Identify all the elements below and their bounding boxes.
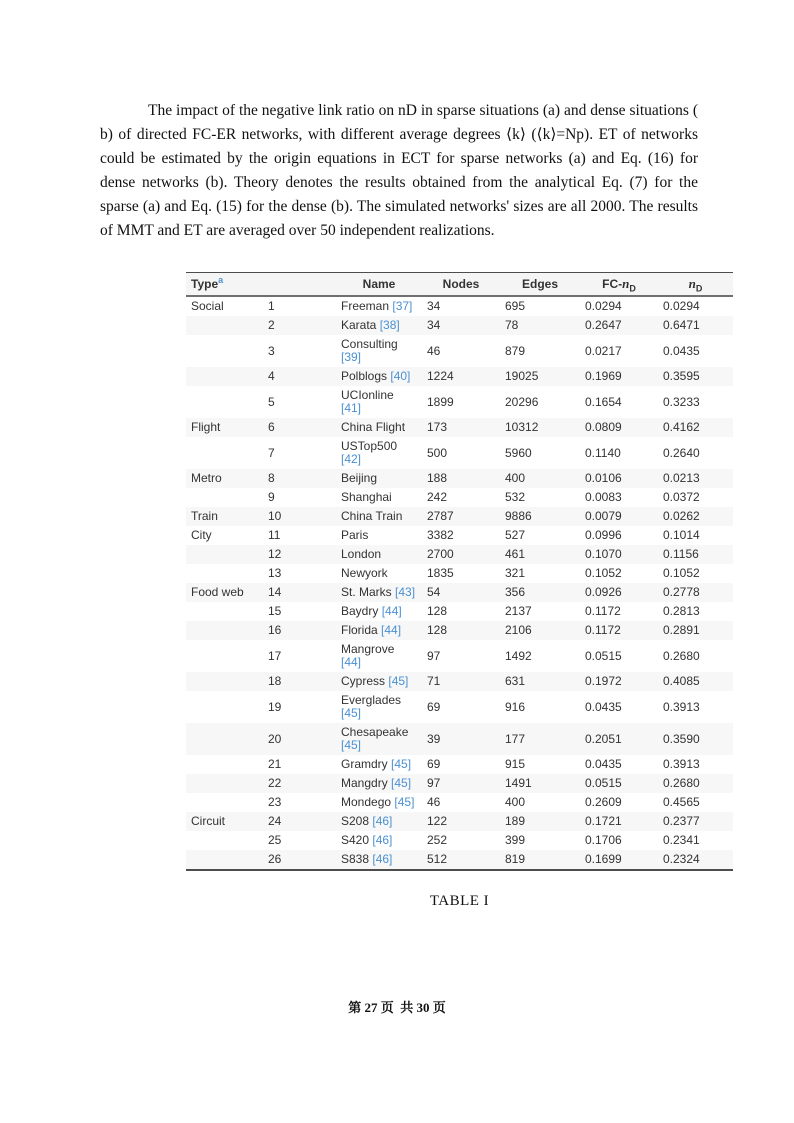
cell-edges: 1492 <box>505 648 532 663</box>
math-n: n <box>688 276 696 291</box>
cell-nodes: 69 <box>427 757 441 771</box>
network-name: Mondego <box>341 795 392 809</box>
cell-index: 21 <box>268 757 282 771</box>
cell-nodes: 39 <box>422 723 500 755</box>
citation-link[interactable]: [40] <box>390 369 411 383</box>
cell-name <box>336 793 422 812</box>
table-row <box>186 812 733 831</box>
cell-index: 5 <box>268 394 275 409</box>
cell-nd: 0.4565 <box>663 795 700 809</box>
cell-type <box>186 774 263 793</box>
network-name: London <box>341 547 382 561</box>
cell-type <box>186 602 263 621</box>
cell-edges: 532 <box>505 490 526 504</box>
cell-edges: 399 <box>505 833 526 847</box>
col-header-edges: Edges <box>500 273 580 297</box>
network-name: S420 <box>341 833 370 847</box>
footnote-marker-a[interactable]: a <box>218 275 224 285</box>
table-row <box>186 437 733 469</box>
cell-index: 7 <box>268 445 275 460</box>
cell-edges: 1491 <box>500 774 580 793</box>
cell-nodes: 97 <box>422 774 500 793</box>
cell-fc-nd: 0.0926 <box>580 583 658 602</box>
table-row <box>186 583 733 602</box>
cell-nd: 0.0213 <box>658 469 733 488</box>
network-name: China Flight <box>341 420 406 434</box>
citation-link[interactable]: [43] <box>395 585 416 599</box>
cell-nd: 0.2778 <box>658 583 733 602</box>
citation-link[interactable]: [37] <box>392 299 413 313</box>
cell-name <box>336 296 422 316</box>
cell-edges: 19025 <box>500 367 580 386</box>
citation-link[interactable]: [46] <box>372 833 393 847</box>
page-footer: 第 27 页 共 30 页 <box>348 1000 446 1015</box>
network-name: Polblogs <box>341 369 388 383</box>
cell-name <box>336 640 422 672</box>
cell-nodes: 512 <box>422 850 500 870</box>
cell-edges: 5960 <box>505 445 532 460</box>
cell-index: 19 <box>268 699 282 714</box>
cell-fc-nd: 0.2609 <box>585 795 622 809</box>
network-name: Karata <box>341 318 377 332</box>
cell-index: 13 <box>268 566 282 580</box>
cell-type <box>186 640 263 672</box>
cell-nodes: 173 <box>422 418 500 437</box>
cell-nd: 0.0294 <box>663 299 700 313</box>
cell-nodes: 54 <box>422 583 500 602</box>
cell-fc-nd: 0.0217 <box>585 343 622 358</box>
cell-nd: 0.1052 <box>663 566 700 580</box>
cell-index: 12 <box>263 545 336 564</box>
cell-nd: 0.4085 <box>658 672 733 691</box>
table-row <box>186 793 733 812</box>
table-row <box>186 691 733 723</box>
cell-fc-nd: 0.1070 <box>580 545 658 564</box>
citation-link[interactable]: [45] <box>341 738 362 752</box>
col-header-nd <box>658 273 733 297</box>
network-name: USTop500 <box>341 439 398 453</box>
cell-index: 10 <box>263 507 336 526</box>
cell-nodes: 242 <box>427 490 448 504</box>
cell-nodes: 500 <box>427 445 448 460</box>
citation-link[interactable]: [44] <box>381 623 402 637</box>
citation-link[interactable]: [42] <box>341 452 362 466</box>
cell-type: Flight <box>186 418 263 437</box>
network-name: S838 <box>341 852 370 866</box>
table-row <box>186 335 733 367</box>
sub-d: D <box>629 283 636 294</box>
cell-name <box>336 488 422 507</box>
cell-index: 17 <box>268 648 282 663</box>
cell-edges: 177 <box>500 723 580 755</box>
network-name: UCIonline <box>341 388 394 402</box>
cell-name <box>336 564 422 583</box>
citation-link[interactable]: [44] <box>381 604 402 618</box>
cell-name <box>336 602 422 621</box>
table-row <box>186 672 733 691</box>
cell-edges: 461 <box>500 545 580 564</box>
cell-fc-nd: 0.0079 <box>580 507 658 526</box>
cell-type <box>186 488 263 507</box>
cell-edges: 695 <box>505 299 526 313</box>
networks-table-wrap <box>186 272 733 871</box>
cell-fc-nd: 0.1706 <box>585 833 622 847</box>
cell-nodes: 128 <box>427 604 448 618</box>
cell-index: 24 <box>263 812 336 831</box>
sub-d: D <box>695 283 703 294</box>
cell-fc-nd: 0.1052 <box>585 566 622 580</box>
cell-nd: 0.3913 <box>663 757 700 771</box>
cell-nd: 0.2324 <box>658 850 733 870</box>
cell-type <box>186 850 263 870</box>
citation-link[interactable]: [45] <box>341 706 362 720</box>
cell-index: 15 <box>268 604 282 618</box>
cell-edges: 189 <box>500 812 580 831</box>
table-row <box>186 367 733 386</box>
cell-type: City <box>191 528 212 542</box>
cell-index: 1 <box>268 299 275 313</box>
cell-index: 2 <box>263 316 336 335</box>
cell-fc-nd: 0.1140 <box>585 445 621 460</box>
cell-fc-nd: 0.0809 <box>580 418 658 437</box>
cell-type <box>186 545 263 564</box>
network-name: Shanghai <box>341 490 392 504</box>
network-name: China Train <box>341 509 403 523</box>
cell-nodes: 3382 <box>427 528 454 542</box>
cell-name <box>336 386 422 418</box>
cell-type <box>186 621 263 640</box>
cell-fc-nd: 0.1654 <box>585 394 622 409</box>
cell-nodes: 46 <box>427 343 441 358</box>
networks-table <box>186 272 733 871</box>
citation-link[interactable]: [44] <box>341 655 362 669</box>
citation-link[interactable]: [46] <box>372 814 393 828</box>
table-row <box>186 488 733 507</box>
cell-nd: 0.4162 <box>658 418 733 437</box>
cell-nd: 0.2680 <box>663 648 700 663</box>
cell-fc-nd: 0.0435 <box>585 699 622 714</box>
citation-link[interactable]: [45] <box>388 674 409 688</box>
cell-name <box>336 672 422 691</box>
cell-type <box>186 691 263 723</box>
cell-name <box>336 335 422 367</box>
network-name: Beijing <box>341 471 378 485</box>
cell-edges: 915 <box>505 757 526 771</box>
cell-index: 18 <box>263 672 336 691</box>
cell-index: 4 <box>263 367 336 386</box>
citation-link[interactable]: [41] <box>341 401 362 415</box>
network-name: Cypress <box>341 674 386 688</box>
cell-fc-nd: 0.2051 <box>580 723 658 755</box>
cell-edges: 819 <box>500 850 580 870</box>
cell-index: 3 <box>268 343 275 358</box>
cell-edges: 631 <box>500 672 580 691</box>
cell-name <box>336 691 422 723</box>
cell-fc-nd: 0.0996 <box>585 528 622 542</box>
cell-type <box>186 316 263 335</box>
cell-nd: 0.3233 <box>663 394 700 409</box>
cell-fc-nd: 0.1721 <box>580 812 658 831</box>
cell-fc-nd: 0.1972 <box>580 672 658 691</box>
cell-edges: 356 <box>500 583 580 602</box>
cell-nd: 0.2813 <box>663 604 700 618</box>
table-row <box>186 418 733 437</box>
cell-edges: 2137 <box>505 604 532 618</box>
cell-type <box>186 437 263 469</box>
cell-nd: 0.0435 <box>663 343 700 358</box>
cell-nd: 0.1156 <box>658 545 733 564</box>
cell-type: Metro <box>186 469 263 488</box>
table-row <box>186 850 733 870</box>
cell-nd: 0.2640 <box>663 445 700 460</box>
table-caption: TABLE I <box>429 893 490 909</box>
cell-index: 25 <box>268 833 282 847</box>
cell-nodes: 34 <box>427 299 441 313</box>
cell-fc-nd: 0.1172 <box>585 604 621 618</box>
cell-nd: 0.0372 <box>663 490 700 504</box>
cell-name <box>336 621 422 640</box>
table-row <box>186 831 733 850</box>
cell-index: 9 <box>268 490 275 504</box>
col-header-index <box>263 273 336 297</box>
cell-edges: 78 <box>500 316 580 335</box>
network-name: Chesapeake <box>341 725 409 739</box>
cell-name <box>336 526 422 545</box>
col-header-type-label: Type <box>191 277 219 291</box>
cell-name <box>336 507 422 526</box>
table-row <box>186 526 733 545</box>
cell-fc-nd: 0.1172 <box>580 621 658 640</box>
cell-edges: 10312 <box>500 418 580 437</box>
network-name: St. Marks <box>341 585 392 599</box>
cell-nodes: 128 <box>422 621 500 640</box>
cell-type <box>186 723 263 755</box>
math-n: n <box>622 276 630 291</box>
citation-link[interactable]: [38] <box>379 318 400 332</box>
network-name: Consulting <box>341 337 398 351</box>
cell-nd: 0.2341 <box>663 833 700 847</box>
cell-name <box>336 755 422 774</box>
cell-edges: 400 <box>500 469 580 488</box>
cell-name <box>336 850 422 870</box>
cell-nodes: 69 <box>427 699 441 714</box>
cell-type: Food web <box>186 583 263 602</box>
network-name: Mangdry <box>341 776 388 790</box>
cell-nd: 0.2891 <box>658 621 733 640</box>
cell-fc-nd: 0.2647 <box>580 316 658 335</box>
cell-edges: 9886 <box>500 507 580 526</box>
cell-nodes: 188 <box>422 469 500 488</box>
cell-nd: 0.1014 <box>663 528 700 542</box>
cell-nodes: 71 <box>422 672 500 691</box>
cell-nd: 0.2377 <box>658 812 733 831</box>
cell-fc-nd: 0.1969 <box>580 367 658 386</box>
table-row <box>186 507 733 526</box>
cell-name <box>336 545 422 564</box>
cell-name <box>336 583 422 602</box>
table-row <box>186 564 733 583</box>
cell-edges: 20296 <box>505 394 539 409</box>
cell-nd: 0.3595 <box>658 367 733 386</box>
cell-type <box>186 367 263 386</box>
cell-index: 14 <box>263 583 336 602</box>
cell-nd: 0.3913 <box>663 699 700 714</box>
fc-prefix: FC- <box>602 277 623 291</box>
cell-nd: 0.2680 <box>658 774 733 793</box>
table-row <box>186 469 733 488</box>
cell-type <box>186 386 263 418</box>
cell-fc-nd: 0.1699 <box>580 850 658 870</box>
cell-nodes: 252 <box>427 833 448 847</box>
cell-fc-nd: 0.0083 <box>585 490 622 504</box>
cell-edges: 2106 <box>500 621 580 640</box>
cell-nodes: 1835 <box>427 566 454 580</box>
network-name: Florida <box>341 623 378 637</box>
table-row <box>186 755 733 774</box>
network-name: Freeman <box>341 299 390 313</box>
cell-index: 11 <box>268 528 281 542</box>
citation-link[interactable]: [45] <box>391 776 412 790</box>
cell-name <box>336 831 422 850</box>
cell-name <box>336 469 422 488</box>
cell-edges: 916 <box>505 699 526 714</box>
cell-type <box>186 335 263 367</box>
col-header-nodes: Nodes <box>422 273 500 297</box>
cell-index: 26 <box>263 850 336 870</box>
cell-index: 22 <box>263 774 336 793</box>
network-name: Baydry <box>341 604 379 618</box>
cell-type <box>186 672 263 691</box>
network-name: S208 <box>341 814 370 828</box>
cell-nodes: 2700 <box>422 545 500 564</box>
cell-fc-nd: 0.0106 <box>580 469 658 488</box>
cell-type <box>186 831 263 850</box>
network-name: Paris <box>341 528 369 542</box>
table-description-paragraph: The impact of the negative link ratio on nD in sparse situations (a) and dense situations ( b) of directed FC-ER networks, with different average degrees ⟨k⟩ (⟨k⟩=Np). ET of networks could be estimated by the origin equations in ECT for sparse networks (a) and Eq. (16) for dense networks (b). Theory denotes the results obtained from the analytical Eq. (7) for the sparse (a) and Eq. (15) for the dense (b). The simulated networks' sizes are all 2000. The results of MMT and ET are averaged over 50 independent realizations. <box>100 102 698 239</box>
cell-index: 23 <box>268 795 282 809</box>
cell-fc-nd: 0.0515 <box>580 774 658 793</box>
cell-nodes: 46 <box>427 795 441 809</box>
col-header-name: Name <box>336 273 422 297</box>
table-row <box>186 316 733 335</box>
cell-nd: 0.0262 <box>658 507 733 526</box>
cell-type: Circuit <box>186 812 263 831</box>
table-row <box>186 386 733 418</box>
cell-name <box>336 812 422 831</box>
network-name: Mangrove <box>341 642 395 656</box>
cell-nodes: 122 <box>422 812 500 831</box>
cell-nd: 0.3590 <box>658 723 733 755</box>
cell-edges: 321 <box>505 566 526 580</box>
network-name: Everglades <box>341 693 402 707</box>
cell-fc-nd: 0.0435 <box>585 757 622 771</box>
cell-nodes: 1224 <box>422 367 500 386</box>
table-row <box>186 640 733 672</box>
cell-edges: 527 <box>505 528 526 542</box>
cell-index: 20 <box>263 723 336 755</box>
cell-edges: 879 <box>505 343 526 358</box>
table-row <box>186 545 733 564</box>
col-header-type <box>186 273 263 297</box>
cell-index: 8 <box>263 469 336 488</box>
cell-edges: 400 <box>505 795 526 809</box>
table-row <box>186 774 733 793</box>
cell-nodes: 2787 <box>422 507 500 526</box>
cell-nodes: 1899 <box>427 394 454 409</box>
cell-nd: 0.6471 <box>658 316 733 335</box>
network-name: Newyork <box>341 566 388 580</box>
cell-index: 6 <box>263 418 336 437</box>
cell-name <box>336 723 422 755</box>
col-header-fc-nd <box>580 273 658 297</box>
cell-type: Train <box>186 507 263 526</box>
table-row <box>186 296 733 316</box>
cell-type <box>186 564 263 583</box>
cell-type: Social <box>191 299 224 313</box>
network-name: Gramdry <box>341 757 388 771</box>
table-row <box>186 602 733 621</box>
cell-nodes: 34 <box>422 316 500 335</box>
cell-name <box>336 437 422 469</box>
cell-fc-nd: 0.0515 <box>585 648 622 663</box>
cell-index: 16 <box>263 621 336 640</box>
citation-link[interactable]: [45] <box>394 795 415 809</box>
cell-nodes: 97 <box>427 648 441 663</box>
cell-name <box>336 774 422 793</box>
table-row <box>186 723 733 755</box>
table-row <box>186 621 733 640</box>
cell-type <box>186 793 263 812</box>
cell-type <box>186 755 263 774</box>
citation-link[interactable]: [39] <box>341 350 362 364</box>
header-row <box>186 273 733 297</box>
cell-name <box>336 418 422 437</box>
cell-name <box>336 367 422 386</box>
cell-fc-nd: 0.0294 <box>585 299 622 313</box>
citation-link[interactable]: [46] <box>372 852 393 866</box>
citation-link[interactable]: [45] <box>391 757 412 771</box>
cell-name <box>336 316 422 335</box>
